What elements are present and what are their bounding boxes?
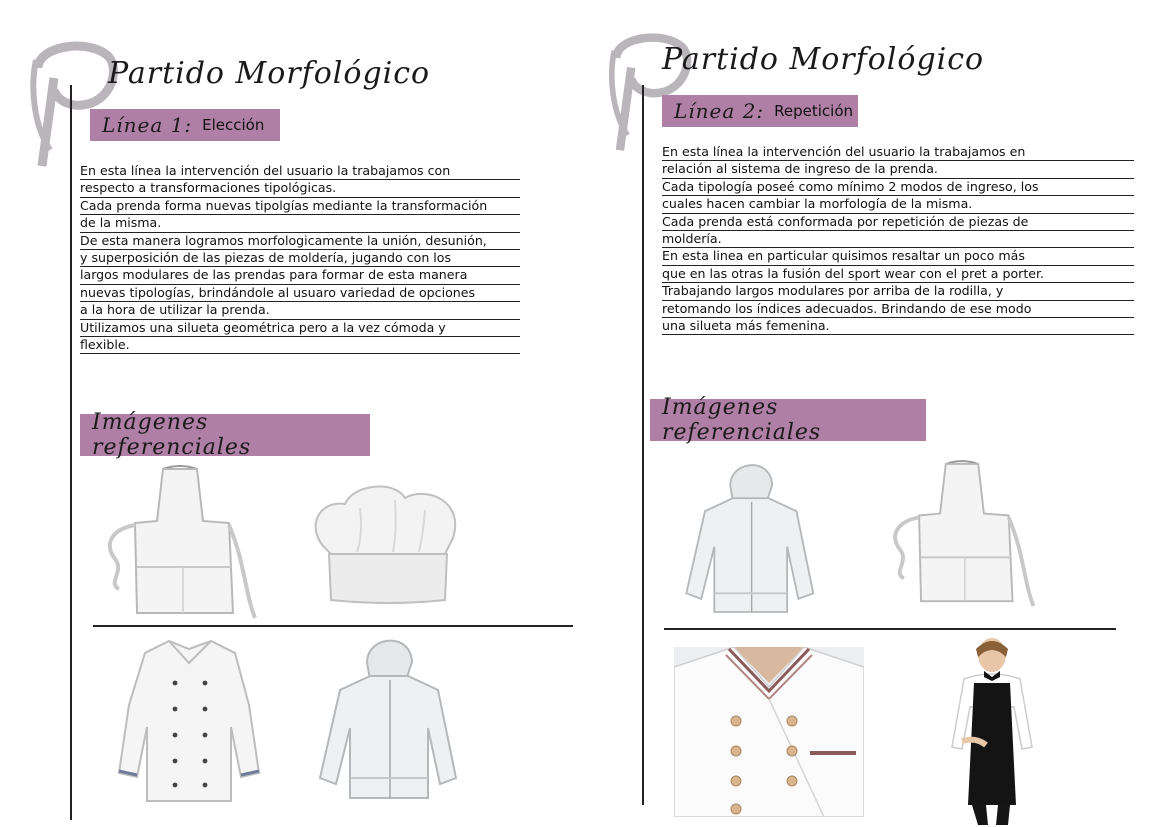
chef-jacket-closeup-image bbox=[674, 647, 864, 817]
text-line: retomando los índices adecuados. Brindando de ese modo bbox=[662, 301, 1134, 318]
line-name: Repetición bbox=[774, 102, 854, 120]
text-line: relación al sistema de ingreso de la prenda. bbox=[662, 161, 1134, 178]
text-line: y superposición de las piezas de moldería, jugando con los bbox=[80, 250, 520, 267]
text-line: En esta línea la intervención del usuario la trabajamos en bbox=[662, 144, 1134, 161]
text-line: respecto a transformaciones tipológicas. bbox=[80, 180, 520, 197]
images-divider bbox=[93, 625, 573, 627]
chef-jacket-image bbox=[117, 635, 262, 805]
text-line: Utilizamos una silueta geométrica pero a la vez cómoda y bbox=[80, 320, 520, 337]
text-line: largos modulares de las prendas para formar de esta manera bbox=[80, 267, 520, 284]
line-heading bbox=[90, 109, 280, 141]
images-heading bbox=[80, 410, 370, 460]
chef-hat-image bbox=[305, 480, 470, 605]
page-left bbox=[0, 0, 584, 827]
text-line: a la hora de utilizar la prenda. bbox=[80, 302, 520, 319]
text-line: de la misma. bbox=[80, 215, 520, 232]
apron-image bbox=[881, 457, 1043, 612]
images-heading-label: Imágenes referenciales bbox=[662, 395, 822, 445]
line-name: Elección bbox=[202, 116, 265, 134]
text-line: una silueta más femenina. bbox=[662, 318, 1134, 335]
text-line: De esta manera logramos morfologicamente la unión, desunión, bbox=[80, 233, 520, 250]
hoodie-image bbox=[677, 450, 817, 620]
images-divider bbox=[664, 628, 1116, 630]
text-line: En esta linea en particular quisimos resaltar un poco más bbox=[662, 248, 1134, 265]
text-line: cuales hacen cambiar la morfología de la misma. bbox=[662, 196, 1134, 213]
page-title: Partido Morfológico bbox=[662, 42, 985, 77]
line-label: Línea 1: bbox=[102, 113, 193, 137]
text-line: nuevas tipologías, brindándole al usuaro variedad de opciones bbox=[80, 285, 520, 302]
line-label: Línea 2: bbox=[674, 99, 765, 123]
margin-line bbox=[642, 85, 644, 805]
text-line: Cada prenda forma nuevas tipolgías mediante la transformación bbox=[80, 198, 520, 215]
images-heading-label: Imágenes referenciales bbox=[92, 410, 252, 460]
text-line: flexible. bbox=[80, 337, 520, 354]
text-line: Trabajando largos modulares por arriba de la rodilla, y bbox=[662, 283, 1134, 300]
body-text bbox=[662, 144, 1134, 335]
text-line: que en las otras la fusión del sport wear con el pret a porter. bbox=[662, 266, 1134, 283]
margin-line bbox=[70, 85, 72, 820]
page-right bbox=[584, 0, 1168, 827]
waitress-apron-image bbox=[936, 637, 1048, 825]
page-title: Partido Morfológico bbox=[108, 56, 431, 91]
text-line: Cada tipología poseé como mínimo 2 modos de ingreso, los bbox=[662, 179, 1134, 196]
body-text bbox=[80, 163, 520, 354]
brand-logo-icon bbox=[28, 38, 120, 170]
apron-image bbox=[95, 463, 265, 623]
text-line: Cada prenda está conformada por repetición de piezas de bbox=[662, 214, 1134, 231]
images-heading bbox=[650, 395, 926, 445]
text-line: En esta línea la intervención del usuario la trabajamos con bbox=[80, 163, 520, 180]
hoodie-image bbox=[310, 628, 460, 803]
line-heading bbox=[662, 95, 858, 127]
text-line: moldería. bbox=[662, 231, 1134, 248]
